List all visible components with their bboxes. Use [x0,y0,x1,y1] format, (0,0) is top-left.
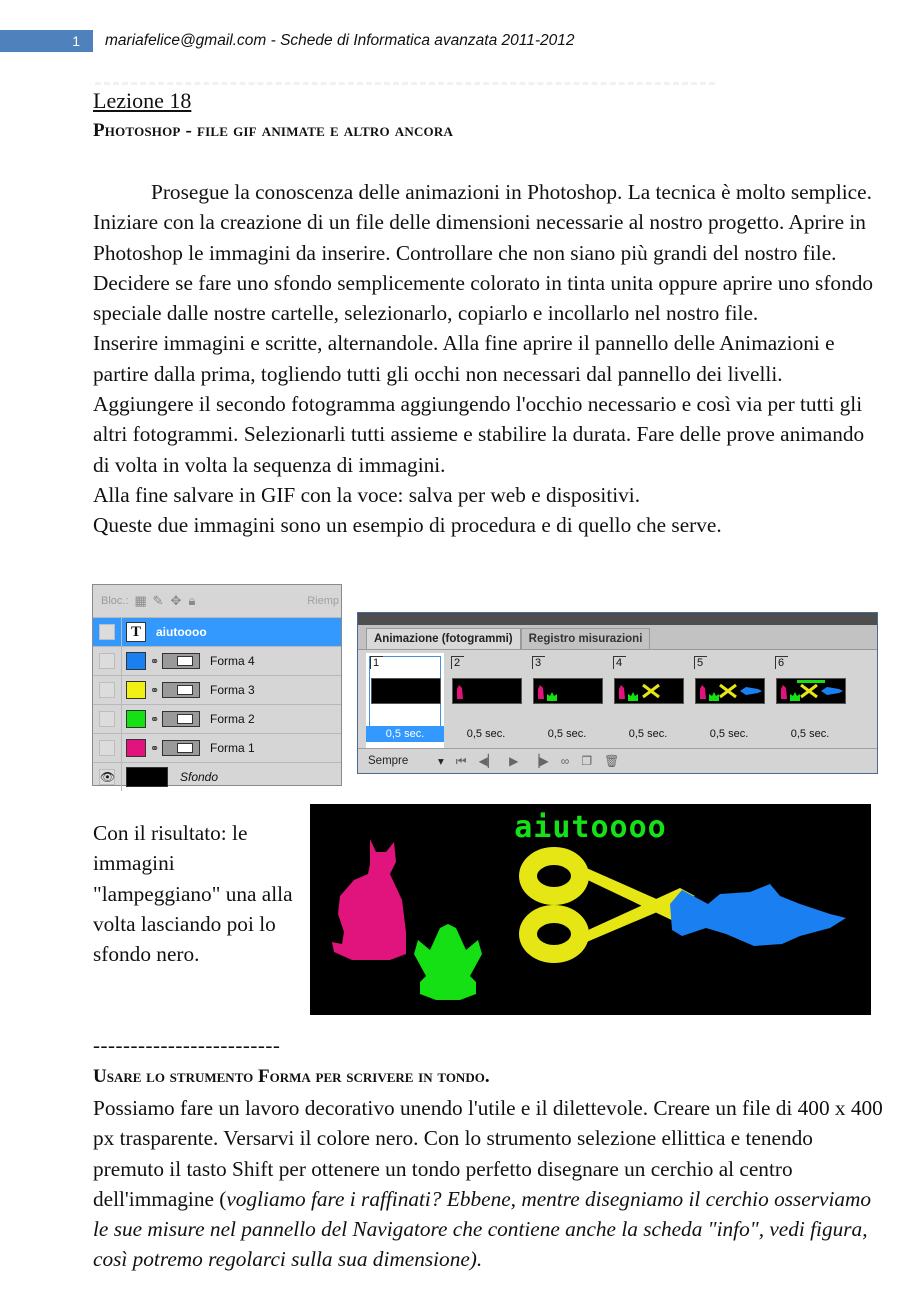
frame-1[interactable] [366,653,444,749]
frame-number: 6 [775,656,788,669]
frame-duration[interactable]: 0,5 sec. [466,728,506,740]
vector-mask-thumb [162,711,200,727]
vector-mask-thumb [162,740,200,756]
layer-row-forma-2[interactable] [93,704,341,733]
vector-mask-thumb [162,682,200,698]
frame-duration[interactable]: 0,5 sec. [709,728,749,740]
visibility-toggle[interactable] [99,653,115,669]
frame-thumbnail [695,678,765,704]
lock-transparency-icon[interactable]: ▦ [134,593,147,608]
next-frame-icon[interactable]: ▕▶ [530,754,549,768]
frame-duration[interactable]: 0,5 sec. [790,728,830,740]
layer-row-sfondo[interactable] [93,762,341,791]
loop-select[interactable]: Sempre [368,755,409,767]
animation-controls [358,748,877,773]
visibility-toggle[interactable] [99,740,115,756]
section-paragraph [93,1093,885,1275]
paragraph-3: Alla fine salvare in GIF con la voce: salva per web e dispositivi. [93,482,641,507]
animation-tabs [358,625,877,650]
visibility-toggle[interactable] [99,682,115,698]
layer-name: Sfondo [180,770,219,784]
section-text-normal: Possiamo fare un lavoro decorativo unendo l'utile e il dilettevole. Creare un file di 400 x 400 px trasparente. Versarvi il colore nero. Con lo strumento selezione ellittica e tenendo premuto il tasto Shift per ottenere un tondo perfetto disegnare un cerchio al centro dell'immagine ( [93,1096,883,1211]
tween-icon[interactable]: ∞ [560,754,570,768]
eye-icon[interactable]: 👁︎ [100,770,116,784]
lock-label: Bloc.: [101,595,129,607]
visibility-toggle[interactable] [99,711,115,727]
frame-duration[interactable]: 0,5 sec. [366,726,444,742]
link-icon: ⚭ [150,742,160,755]
layer-color-swatch [126,739,146,757]
frame-number: 2 [451,656,464,669]
full-thumb-icon [777,679,845,703]
frame-duration[interactable]: 0,5 sec. [628,728,668,740]
chevron-down-icon[interactable]: ▾ [438,756,444,768]
page-number: 1 [72,33,80,49]
frame-duration[interactable]: 0,5 sec. [547,728,587,740]
link-icon: ⚭ [150,684,160,697]
result-image-title: aiutoooo [514,810,667,845]
layers-panel-header [93,585,341,617]
result-caption: Con il risultato: le immagini "lampeggiano" una alla volta lasciando poi lo sfondo nero. [93,821,293,967]
paragraph-2: Inserire immagini e scritte, alternandole. Alla fine aprire il pannello delle Animazioni e partire dalla prima, togliendo tutti gli occhi non necessari dal pannello dei livelli. Aggiungere il secondo fotogramma aggiungendo l'occhio necessario e così via per tutti gli altri fotogrammi. Selezionarli tutti assieme e stabilire la durata. Fare delle prove animando di volta in volta la sequenza di immagini. [93,331,865,477]
frames-strip [366,653,852,749]
cat-icon [332,839,406,960]
frame-2[interactable] [447,653,525,749]
scissors-thumb-icon [615,679,683,703]
prev-frame-icon[interactable]: ◀▏ [478,754,498,768]
play-icon[interactable]: ▶ [509,754,519,768]
trash-icon[interactable]: 🗑︎ [604,754,620,768]
text-layer-icon: T [126,622,146,642]
paragraph-4: Queste due immagini sono un esempio di procedura e di quello che serve. [93,513,722,538]
scissors-icon [528,856,580,954]
paragraph-1: Prosegue la conoscenza delle animazioni in Photoshop. La tecnica è molto semplice. Iniziare con la creazione di un file delle dimensioni necessarie al nostro progetto. Aprire in Photoshop le immagini da inserire. Controllare che non siano più grandi del nostro file. Decidere se fare uno sfondo semplicemente colorato in tinta unita oppure aprire uno sfondo speciale dalle nostre cartelle, selezionarlo, copiarlo e incollarlo nel nostro file. [93,180,874,326]
header-text: mariafelice@gmail.com - Schede di Informatica avanzata 2011-2012 [105,32,575,49]
separator-line: ------------------------- [93,1033,281,1057]
frame-thumbnail [452,678,522,704]
frame-thumbnail [533,678,603,704]
result-image [310,804,871,1015]
frame-number: 5 [694,656,707,669]
layer-name: Forma 3 [210,683,255,697]
duplicate-frame-icon[interactable]: ❐ [581,754,593,768]
cat-crown-thumb-icon [534,679,602,703]
frame-thumbnail [614,678,684,704]
intro-text [93,177,885,541]
first-frame-icon[interactable]: ⏮ [455,753,467,768]
frame-number: 4 [613,656,626,669]
layer-name: Forma 2 [210,712,255,726]
crown-icon [414,924,482,1000]
tab-animation-frames[interactable]: Animazione (fotogrammi) [366,628,521,649]
layer-color-swatch [126,652,146,670]
lock-move-icon[interactable]: ✥ [170,593,182,608]
layer-name: aiutoooo [156,625,207,639]
layer-row-aiutoooo[interactable] [93,617,341,646]
frame-number: 3 [532,656,545,669]
page-title: Photoshop - file gif animate e altro ancora [93,120,454,141]
layer-name: Forma 4 [210,654,255,668]
frame-4[interactable] [609,653,687,749]
frame-5[interactable] [690,653,768,749]
section-text-italic: vogliamo fare i raffinati? Ebbene, mentre disegniamo il cerchio osserviamo le sue misure nel pannello del Navigatore che contiene anche la scheda "info", vedi figura, così potremo regolarci sulla sua dimensione). [93,1186,872,1272]
background-thumb [126,767,168,787]
tab-measurement-log[interactable]: Registro misurazioni [521,628,651,649]
link-icon: ⚭ [150,655,160,668]
frame-number: 1 [370,656,383,669]
layer-color-swatch [126,681,146,699]
fish-icon [670,884,846,946]
layer-row-forma-4[interactable] [93,646,341,675]
frame-thumbnail [371,678,441,704]
frame-3[interactable] [528,653,606,749]
vector-mask-thumb [162,653,200,669]
animation-panel [357,612,878,774]
lock-all-icon[interactable]: 🔒︎ [188,593,196,608]
link-icon: ⚭ [150,713,160,726]
faint-divider [95,82,715,85]
layer-row-forma-3[interactable] [93,675,341,704]
result-shapes [310,804,871,1015]
cat-thumb-icon [453,679,521,703]
layer-color-swatch [126,710,146,728]
layers-panel [92,584,342,786]
section-title: Usare lo strumento Forma per scrivere in tondo. [93,1066,490,1087]
section-text [93,1093,885,1275]
lock-paint-icon[interactable]: ✎ [152,593,164,608]
layer-name: Forma 1 [210,741,255,755]
fish-thumb-icon [696,679,764,703]
visibility-toggle[interactable] [99,624,115,640]
frame-6[interactable] [771,653,849,749]
frame-thumbnail [776,678,846,704]
layer-row-forma-1[interactable] [93,733,341,762]
fill-label: Riemp [307,595,339,607]
lesson-heading: Lezione 18 [93,88,192,113]
